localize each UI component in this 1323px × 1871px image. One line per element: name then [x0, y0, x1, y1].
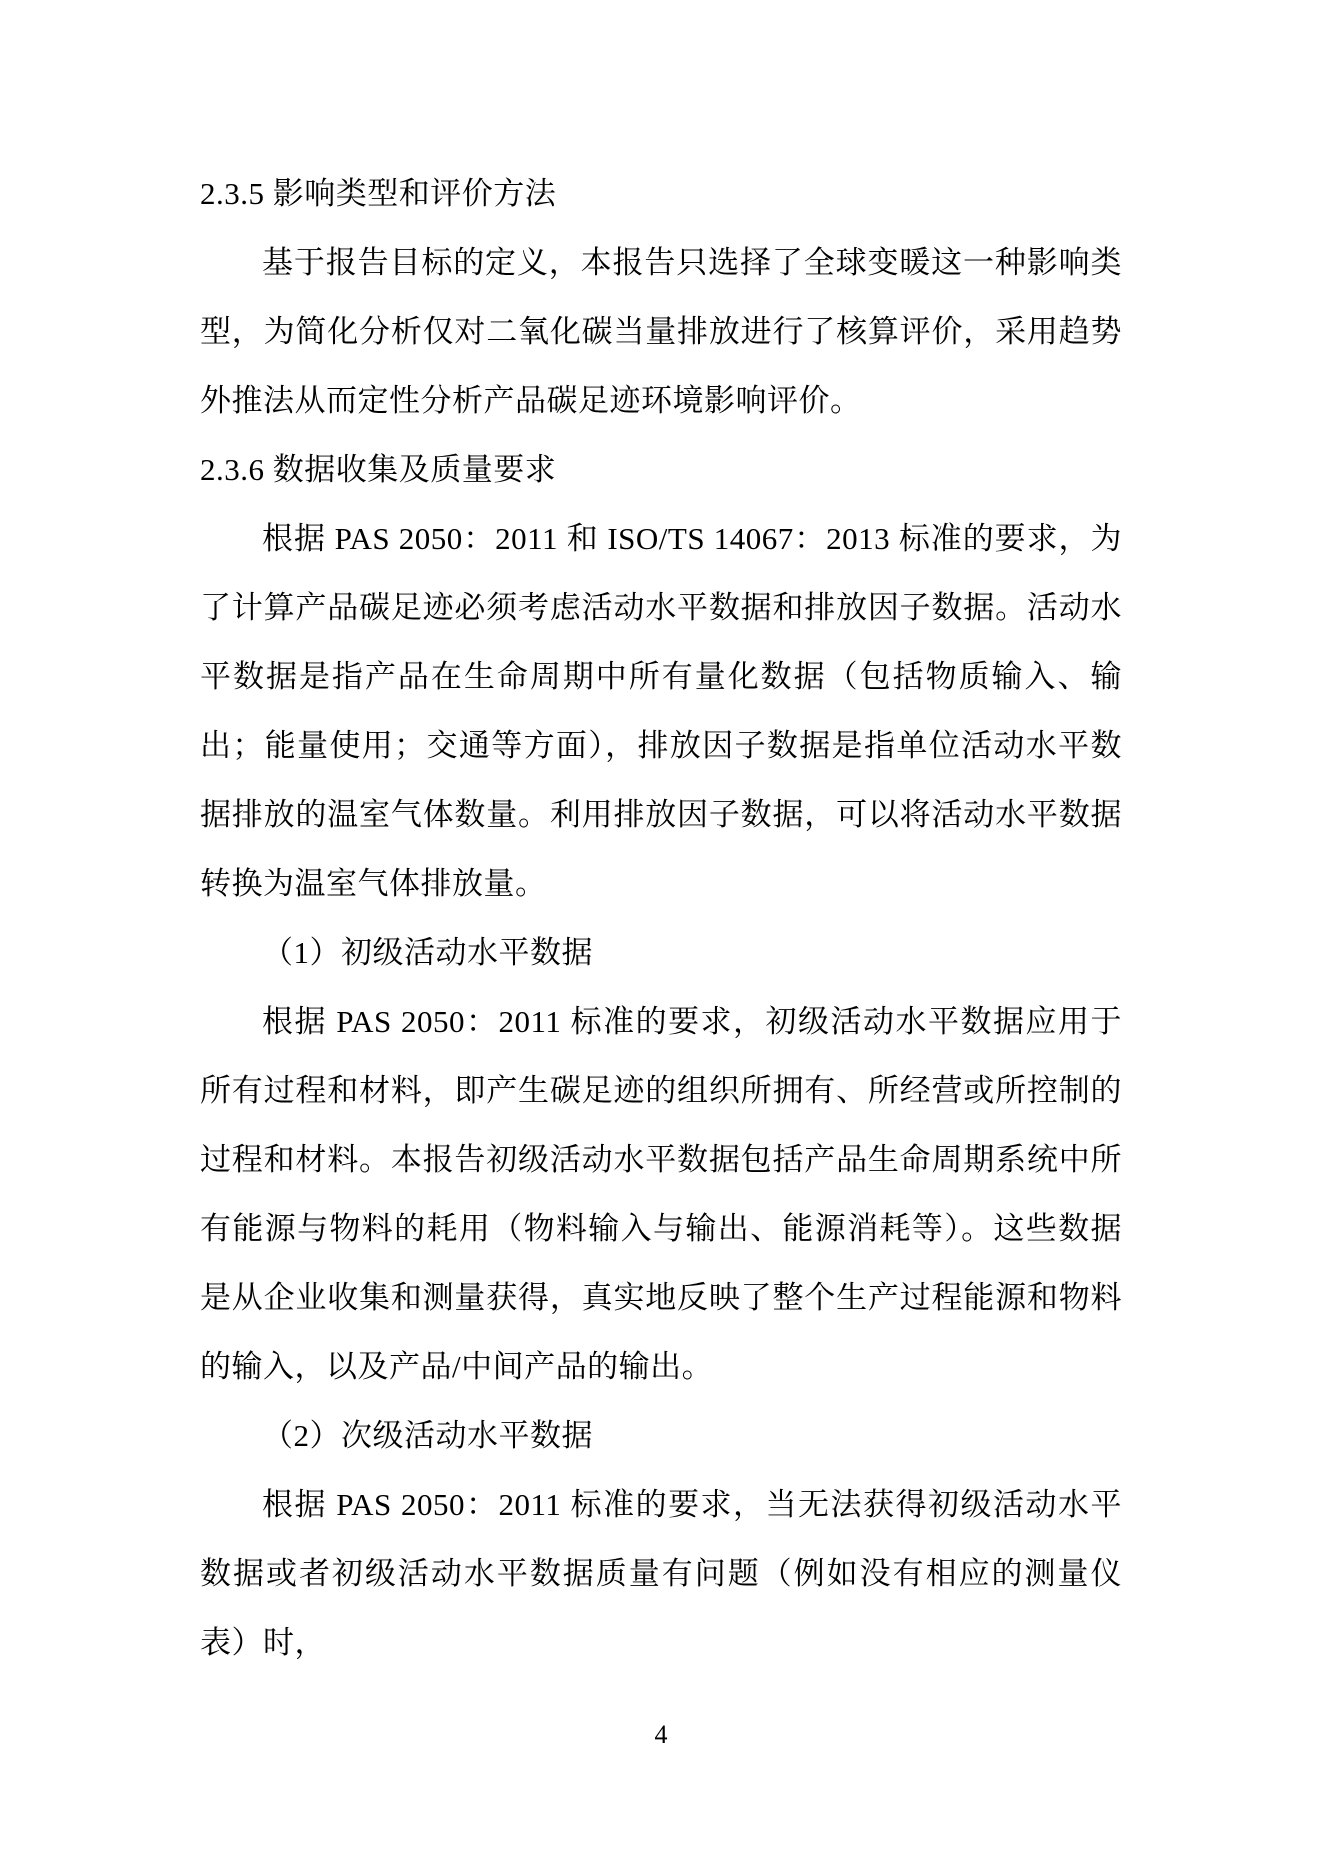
paragraph-impact-type: 基于报告目标的定义，本报告只选择了全球变暖这一种影响类型，为简化分析仅对二氧化碳当量排放进行了核算评价，采用趋势外推法从而定性分析产品碳足迹环境影响评价。: [200, 245, 1122, 418]
section-heading-2-3-6: 2.3.6 数据收集及质量要求: [200, 452, 557, 487]
paragraph-secondary-data: 根据 PAS 2050：2011 标准的要求，当无法获得初级活动水平数据或者初级活动水平数据质量有问题（例如没有相应的测量仪表）时，: [200, 1487, 1122, 1660]
paragraph-data-collection: 根据 PAS 2050：2011 和 ISO/TS 14067：2013 标准的要求，为了计算产品碳足迹必须考虑活动水平数据和排放因子数据。活动水平数据是指产品在生命周期中所有量化数据（包括物质输入、输出；能量使用；交通等方面），排放因子数据是指单位活动水平数据排放的温室气体数量。利用排放因子数据，可以将活动水平数据转换为温室气体排放量。: [200, 521, 1122, 901]
page-number: 4: [654, 1720, 668, 1749]
section-heading-2-3-5: 2.3.5 影响类型和评价方法: [200, 176, 557, 211]
page-footer: [200, 1720, 1122, 1750]
paragraph-primary-data: 根据 PAS 2050：2011 标准的要求，初级活动水平数据应用于所有过程和材料，即产生碳足迹的组织所拥有、所经营或所控制的过程和材料。本报告初级活动水平数据包括产品生命周期系统中所有能源与物料的耗用（物料输入与输出、能源消耗等）。这些数据是从企业收集和测量获得，真实地反映了整个生产过程能源和物料的输入，以及产品/中间产品的输出。: [200, 1004, 1122, 1384]
item-heading-primary-data: （1）初级活动水平数据: [262, 935, 593, 970]
document-body: [200, 0, 1122, 1677]
item-heading-secondary-data: （2）次级活动水平数据: [262, 1418, 593, 1453]
